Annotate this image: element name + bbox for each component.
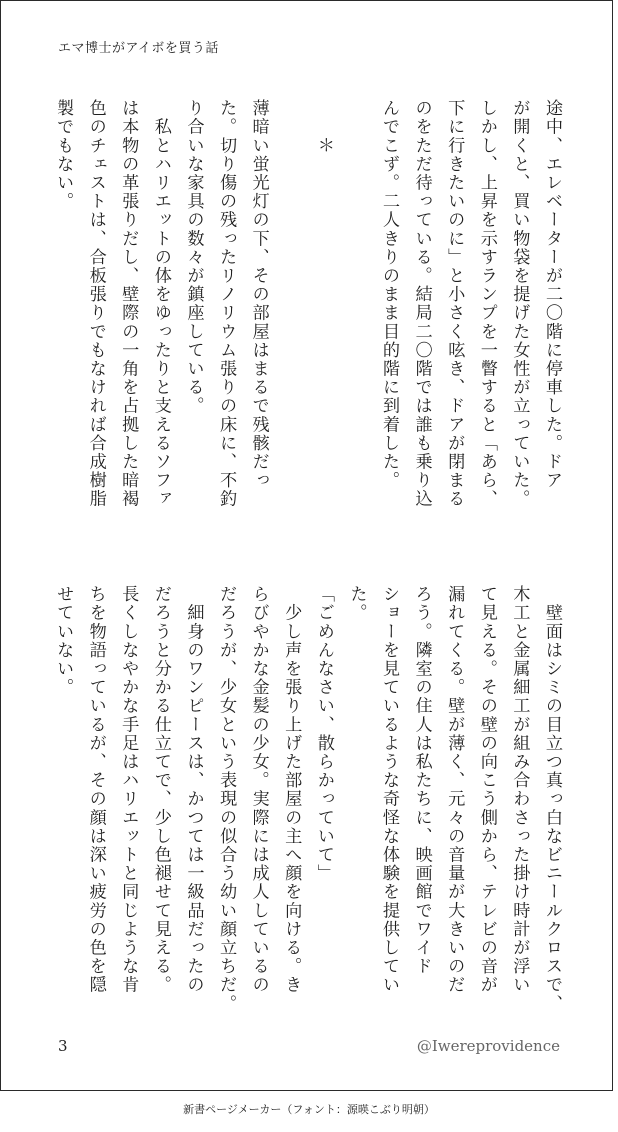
text-line: 細身のワンピースは、かつては一級品だったの	[183, 585, 204, 995]
text-line: た。	[346, 585, 367, 623]
text-line: 「ごめんなさい、散らかっていて」	[313, 585, 334, 883]
text-line: しかし、上昇を示すランプを一瞥すると「あら、	[476, 99, 497, 509]
text-line: 色のチェストは、合板張りでもなければ合成樹脂	[85, 99, 106, 509]
blank-line	[275, 99, 308, 527]
text-line: ろう。隣室の住人は私たちに、映画館でワイド	[411, 585, 432, 976]
text-line: が開くと、買い物袋を提げた女性が立っていた。	[509, 99, 530, 509]
text-block-bottom	[48, 585, 568, 1013]
text-line: 長くしなやかな手足はハリエットと同じような肯	[118, 585, 139, 995]
text-line: は本物の革張りだし、壁際の一角を占拠した暗褐	[118, 99, 139, 509]
generator-credit: 新書ページメーカー（フォント：源暎こぶり明朝）	[183, 1103, 435, 1116]
author-handle: @Iwereprovidence	[416, 1037, 560, 1055]
text-line: 下に行きたいのに」と小さく呟き、ドアが閉まる	[444, 99, 465, 509]
text-line: 薄暗い蛍光灯の下、その部屋はまるで残骸だっ	[248, 99, 269, 490]
text-line: 壁面はシミの目立つ真っ白なビニールクロスで、	[542, 585, 562, 1013]
text-line: て見える。その壁の向こう側から、テレビの音が	[476, 585, 497, 995]
text-block-top	[48, 99, 568, 527]
text-line: せていない。	[53, 585, 74, 697]
section-break-asterisk: ＊	[313, 99, 334, 155]
running-title: エマ博士がアイボを買う話	[58, 41, 219, 56]
text-line: 途中、エレベーターが二〇階に停車した。ドア	[542, 99, 562, 490]
blank-line	[340, 99, 373, 527]
text-line: らびやかな金髪の少女。実際には成人しているの	[248, 585, 269, 995]
text-line: ちを物語っているが、その顔は深い疲労の色を隠	[85, 585, 106, 995]
text-line: んでこず。二人きりのまま目的階に到着した。	[379, 99, 400, 490]
text-line: た。切り傷の残ったリノリウム張りの床に、不釣	[216, 99, 237, 509]
text-line: ショーを見ているような奇怪な体験を提供してい	[379, 585, 400, 995]
text-line: だろうが、少女という表現の似合う幼い顔立ちだ。	[216, 585, 237, 1013]
text-line: のをただ待っている。結局二〇階では誰も乗り込	[411, 99, 432, 509]
text-line: 木工と金属細工が組み合わさった掛け時計が浮い	[509, 585, 530, 995]
text-line: 漏れてくる。壁が薄く、元々の音量が大きいのだ	[444, 585, 465, 995]
text-line: 製でもない。	[53, 99, 74, 211]
text-line: 少し声を張り上げた部屋の主へ顔を向ける。き	[281, 585, 302, 995]
text-line: り合いな家具の数々が鎮座している。	[183, 99, 204, 416]
text-line: 私とハリエットの体をゆったりと支えるソファ	[150, 99, 171, 509]
text-line: だろうと分かる仕立てで、少し色褪せて見える。	[150, 585, 171, 995]
page-number: 3	[58, 1037, 68, 1055]
